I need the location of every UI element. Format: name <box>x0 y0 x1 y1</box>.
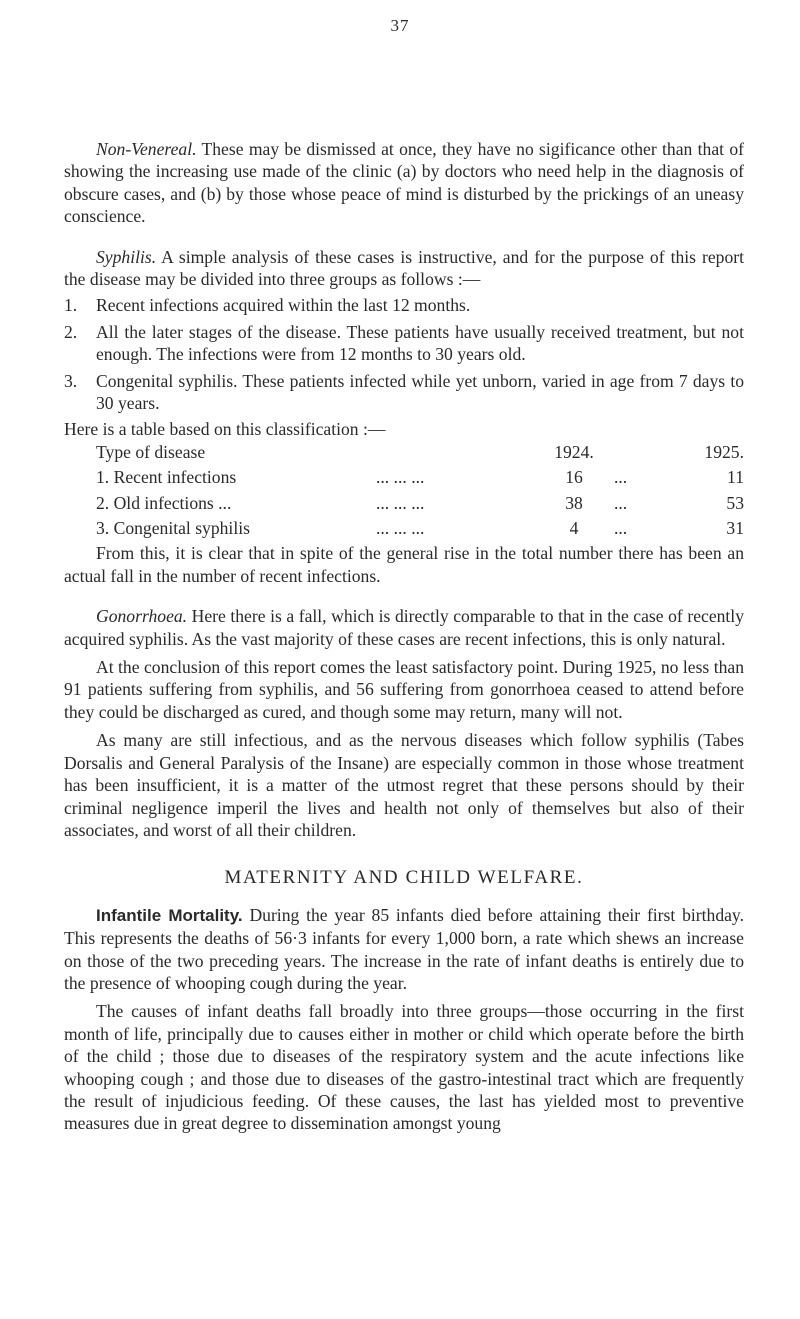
defaulters-paragraph: At the conclusion of this report comes the least satisfactory point. During 1925, no less than 91 patients suffering from syphilis, and 56 suffering from gonorrhoea ceased to attend before they could be discharged as cured, and though some may return, many will not. <box>64 657 744 722</box>
table-leader-dots: ... <box>614 492 628 513</box>
non-venereal-paragraph <box>64 138 744 228</box>
list-item <box>64 321 744 366</box>
table-intro: Here is a table based on this classification :— <box>64 419 386 440</box>
table-header-1924: 1924. <box>554 441 594 462</box>
classification-table <box>96 441 744 540</box>
infantile-mortality-paragraph <box>64 904 744 995</box>
table-cell-1924: 38 <box>565 492 583 513</box>
table-cell-label: 3. Congenital syphilis <box>96 518 250 539</box>
table-cell-1925: 31 <box>726 518 744 539</box>
list-item-text: Congenital syphilis. These patients infected while yet unborn, varied in age from 7 days to 30 years. <box>96 370 744 414</box>
syphilis-groups-list <box>64 294 744 414</box>
table-cell-1925: 53 <box>726 492 744 513</box>
table-cell-1924: 4 <box>569 518 579 539</box>
infant-death-causes-paragraph: The causes of infant deaths fall broadly into three groups—those occurring in the first month of life, principally due to causes either in mother or child which operate before the birth of the child ; those due to diseases of the respiratory system and the acute infections like whooping cough ; and those due to diseases of the gastro-intestinal tract which are frequently the result of injudicious feeding. Of these causes, the last has yielded most to preventive measures due in great degree to dissemination amongst young <box>64 1001 744 1134</box>
gonorrhoea-title: Gonorrhoea. <box>96 606 188 627</box>
table-cell-label: 2. Old infections ... <box>96 492 232 513</box>
list-item <box>64 370 744 415</box>
table-header-row <box>96 441 744 463</box>
gonorrhoea-body: Here there is a fall, which is directly comparable to that in the case of recently acquired syphilis. As the vast majority of these cases are recent infections, this is only natural. <box>64 606 744 649</box>
table-leader-dots: ... ... ... <box>376 492 425 513</box>
table-cell-1924: 16 <box>565 467 583 488</box>
gonorrhoea-paragraph <box>64 605 744 650</box>
list-item-text: All the later stages of the disease. These patients have usually received treatment, but not enough. The infections were from 12 months to 30 years old. <box>96 321 744 365</box>
table-row <box>96 517 744 539</box>
table-leader-dots: ... ... ... <box>376 467 425 488</box>
page-number: 37 <box>390 16 410 35</box>
infectious-risk-paragraph: As many are still infectious, and as the nervous diseases which follow syphilis (Tabes Dorsalis and General Paralysis of the Insane) are especially common in those whose treatment has been insufficient, it is a matter of the utmost regret that these persons should by their criminal negligence imperil the lives and health not only of themselves but also of their associates, and worst of all their children. <box>64 730 744 840</box>
syphilis-title: Syphilis. <box>96 246 157 267</box>
list-item-text: Recent infections acquired within the last 12 months. <box>96 295 471 316</box>
table-cell-label: 1. Recent infections <box>96 467 237 488</box>
syphilis-conclusion: From this, it is clear that in spite of the general rise in the total number there has been an actual fall in the number of recent infections. <box>64 543 744 586</box>
table-cell-1925: 11 <box>727 467 744 488</box>
table-leader-dots: ... ... ... <box>376 518 425 539</box>
list-item-number: 3. <box>64 370 78 391</box>
list-item-number: 1. <box>64 295 78 316</box>
infantile-mortality-title: Infantile Mortality. <box>96 905 243 925</box>
page-content <box>64 138 744 1135</box>
non-venereal-body: These may be dismissed at once, they have no sigificance other than that of showing the increasing use made of the clinic (a) by doctors who need help in the diagnosis of obscure cases, and (b) by those whose peace of mind is disturbed by the prickings of an uneasy conscience. <box>64 139 744 227</box>
non-venereal-title: Non-Venereal. <box>96 139 197 159</box>
syphilis-paragraph <box>64 246 744 291</box>
list-item-number: 2. <box>64 321 78 342</box>
table-header-type: Type of disease <box>96 441 206 462</box>
table-row <box>96 466 744 488</box>
table-header-1925: 1925. <box>704 441 744 462</box>
table-leader-dots: ... <box>614 518 628 539</box>
infantile-mortality-body: During the year 85 infants died before attaining their first birthday. This represents the deaths of 56·3 infants for every 1,000 born, a rate which shews an increase on those of the two preceding years. The increase in the rate of infant deaths is entirely due to the presence of whooping cough during the year. <box>64 904 744 993</box>
list-item <box>64 294 744 316</box>
table-leader-dots: ... <box>614 467 628 488</box>
syphilis-body: A simple analysis of these cases is instructive, and for the purpose of this report the disease may be divided into three groups as follows :— <box>64 246 744 290</box>
section-heading: MATERNITY AND CHILD WELFARE. <box>224 867 584 889</box>
table-row <box>96 492 744 514</box>
